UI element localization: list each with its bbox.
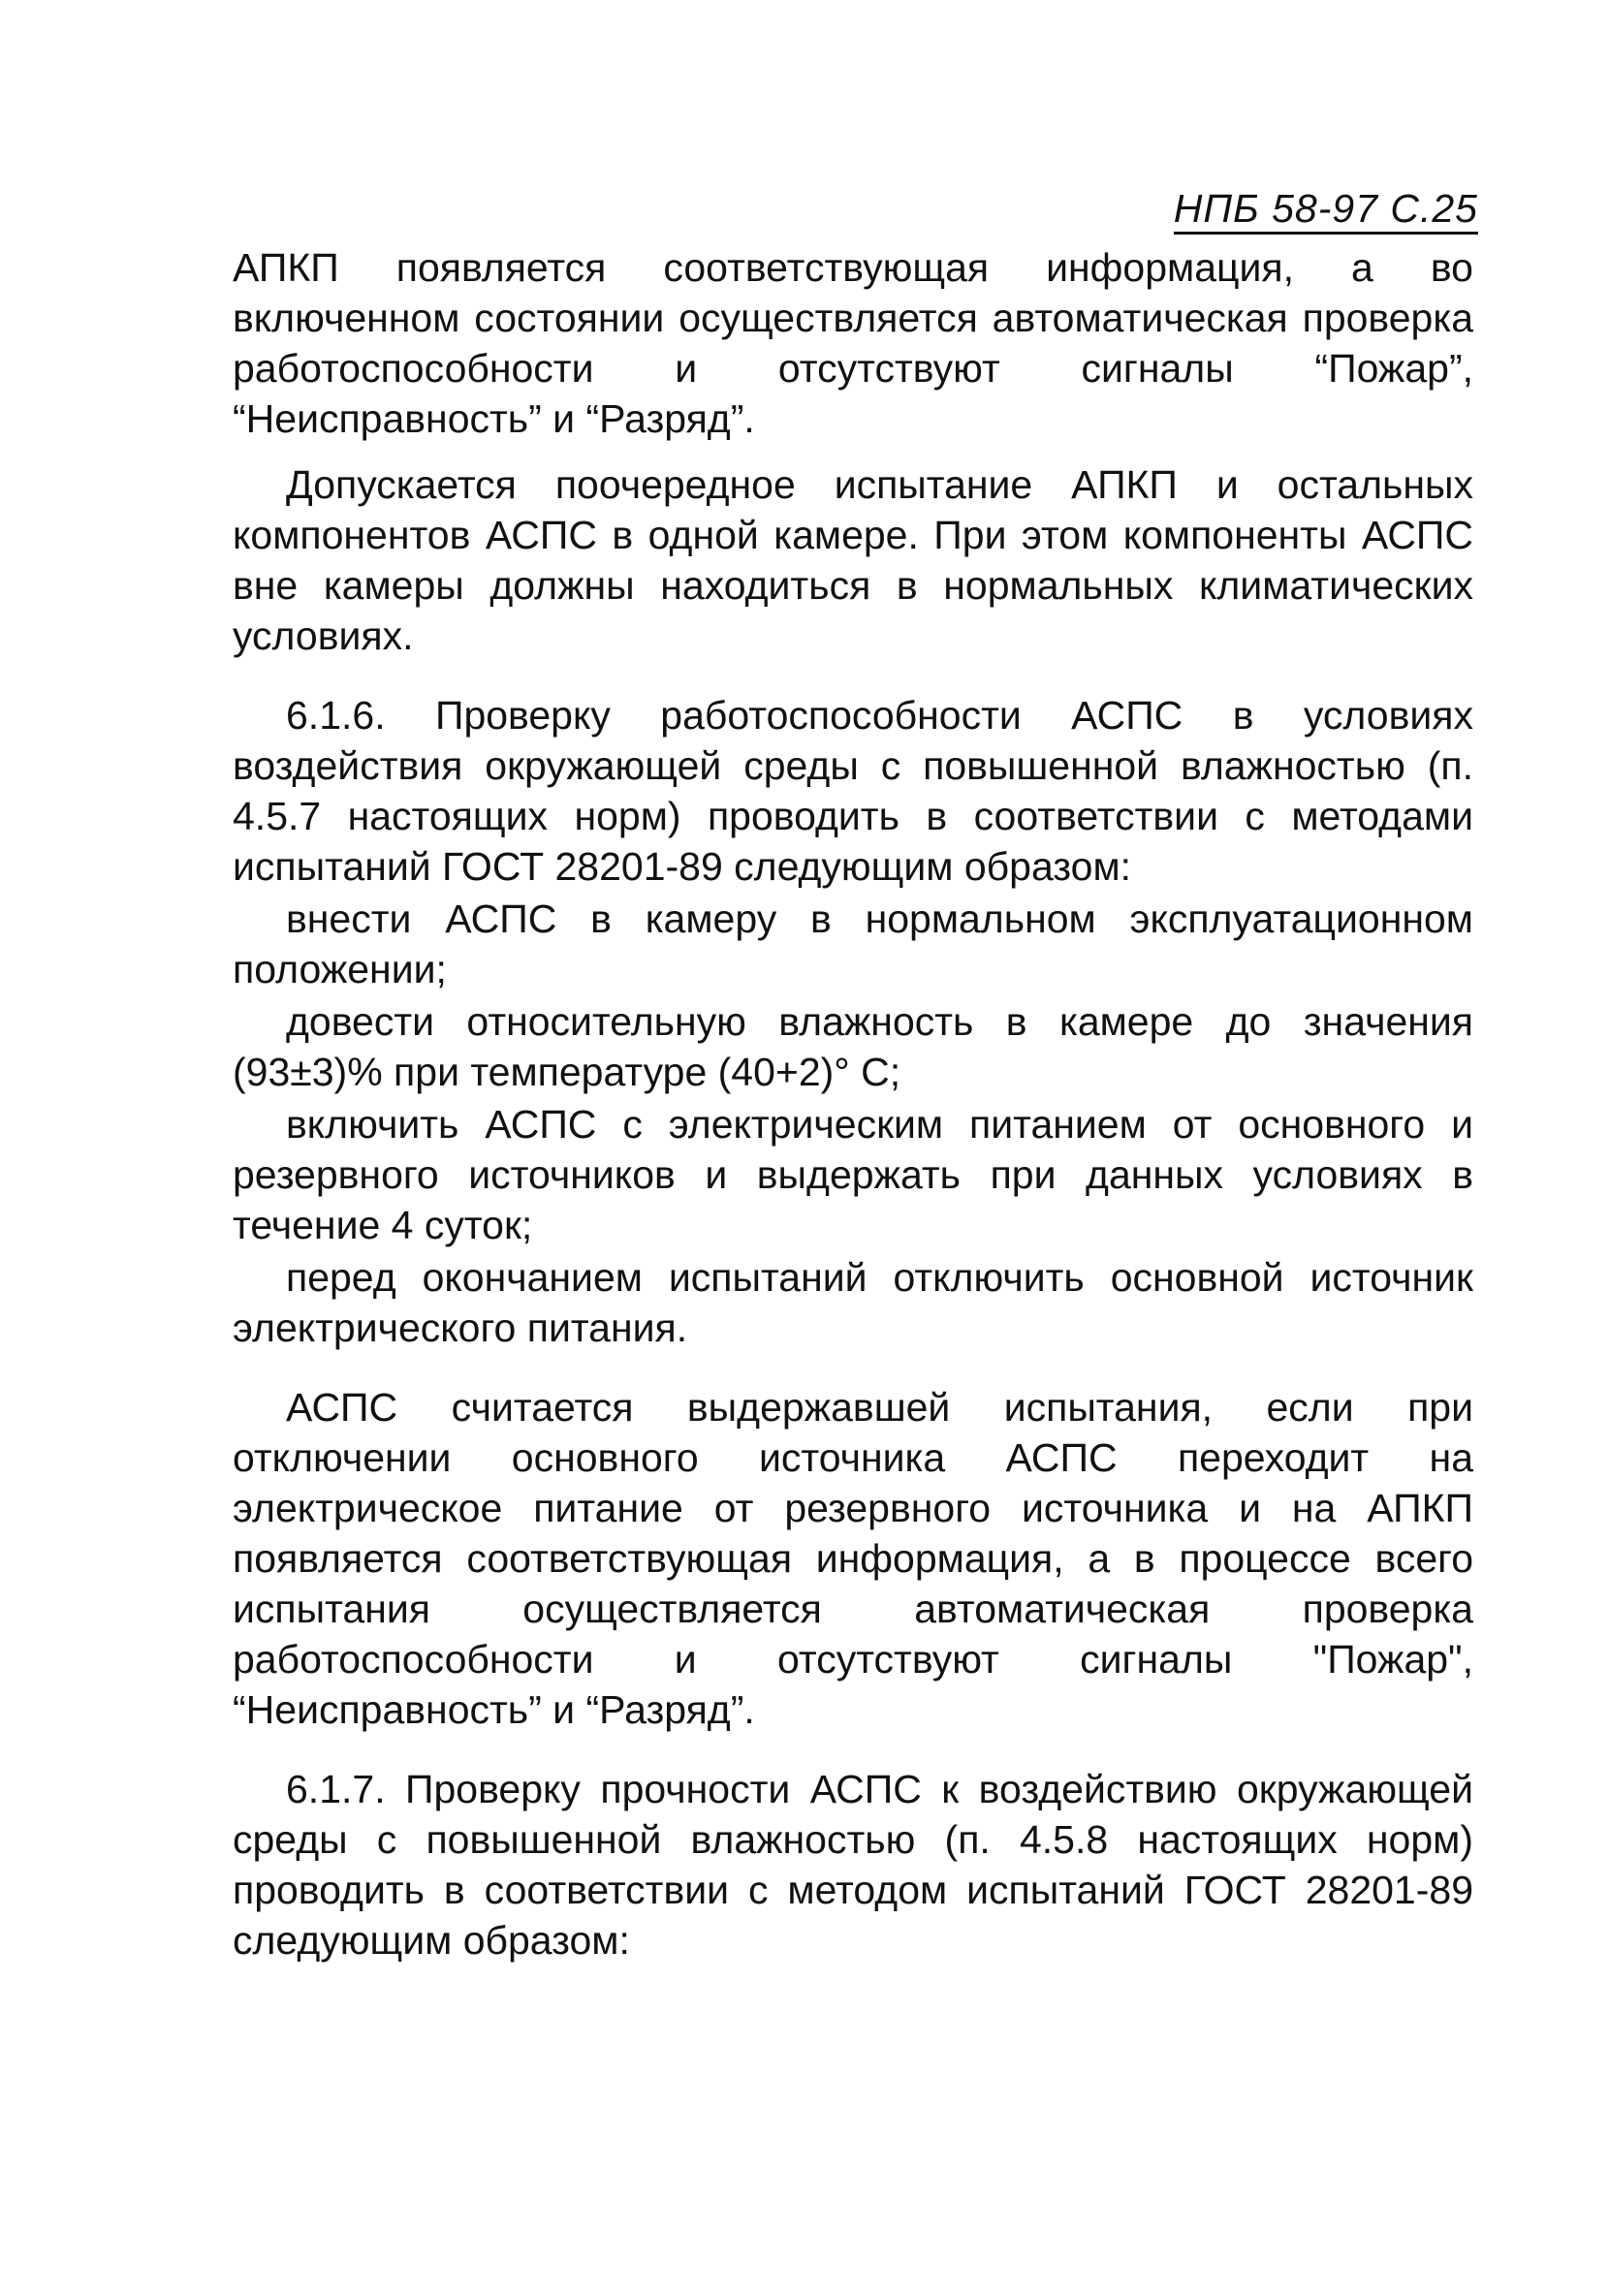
- step-2: довести относительную влажность в камере до значения (93±3)% при температуре (40+2)° С;: [233, 999, 1473, 1094]
- paragraph-acceptance: АСПС считается выдержавшей испытания, если при отключении основного источника АСПС переходит на электрическое питание от резервного источника и на АПКП появляется соответствующая информация, а в процессе всего испытания осуществляется автоматическая проверка работоспособности и отсутствуют сигналы "Пожар", “Неисправность” и “Разряд”.: [233, 1385, 1473, 1732]
- step-1: внести АСПС в камеру в нормальном эксплуатационном положении;: [233, 896, 1473, 991]
- paragraph-continuation: АПКП появляется соответствующая информация, а во включенном состоянии осуществляется автоматическая проверка работоспособности и отсутствуют сигналы “Пожар”, “Неисправность” и “Разряд”.: [233, 245, 1473, 441]
- step-4: перед окончанием испытаний отключить основной источник электрического питания.: [233, 1255, 1473, 1350]
- paragraph-6-1-7: 6.1.7. Проверку прочности АСПС к воздействию окружающей среды с повышенной влажностью (п. 4.5.8 настоящих норм) проводить в соответствии с методом испытаний ГОСТ 28201-89 следующим образом:: [233, 1767, 1473, 1963]
- paragraph-6-1-6: 6.1.6. Проверку работоспособности АСПС в условиях воздействия окружающей среды с повышенной влажностью (п. 4.5.7 настоящих норм) проводить в соответствии с методами испытаний ГОСТ 28201-89 следующим образом:: [233, 693, 1473, 889]
- paragraph-combined-test: Допускается поочередное испытание АПКП и остальных компонентов АСПС в одной камере. При этом компоненты АСПС вне камеры должны находиться в нормальных климатических условиях.: [233, 462, 1473, 658]
- page-header: [1110, 186, 1478, 232]
- document-reference: НПБ 58-97 С.25: [1174, 186, 1478, 235]
- step-3: включить АСПС с электрическим питанием от основного и резервного источников и выдержать при данных условиях в течение 4 суток;: [233, 1102, 1473, 1247]
- document-body: [233, 242, 1473, 1966]
